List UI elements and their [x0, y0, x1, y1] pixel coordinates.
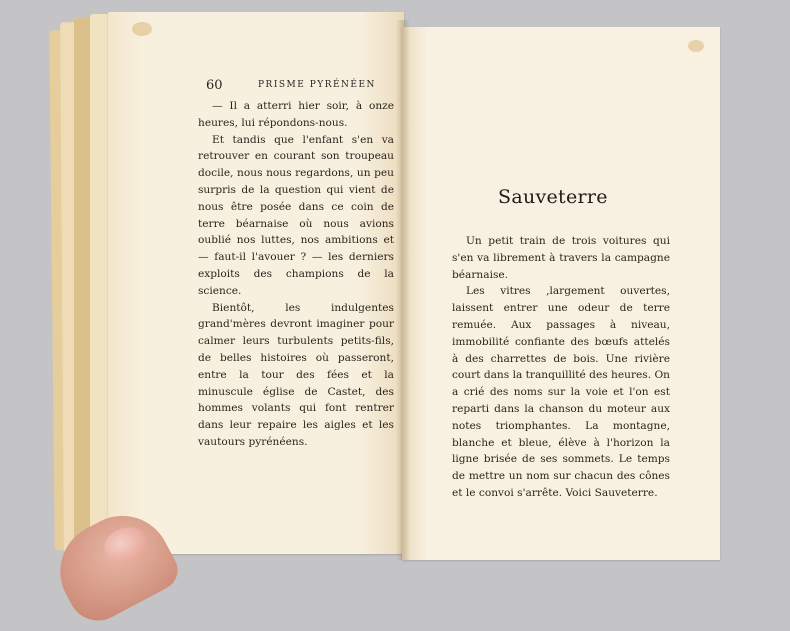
paragraph: — Il a atterri hier soir, à onze heures, lui répondons-nous. — [198, 100, 394, 129]
chapter-title: Sauveterre — [498, 186, 608, 208]
paragraph: Bientôt, les indulgentes grand'mères devront imaginer pour calmer leurs turbulents petits-fils, de belles histoires où passeront, entre la tour des fées et la minuscule église de Castet, des hommes volants qui font rentrer dans leur repaire les aigles et les vautours pyrénéens. — [198, 301, 394, 448]
foxing-stain — [688, 40, 704, 52]
running-head: PRISME PYRÉNÉEN — [258, 80, 376, 90]
paragraph: Un petit train de trois voitures qui s'en va librement à travers la campagne béarnaise. — [452, 235, 670, 281]
page-number: 60 — [206, 78, 223, 93]
paragraph: Les vitres ,largement ouvertes, laissent entrer une odeur de terre remuée. Aux passages à niveau, immobilité confiante des bœufs attelés à des charrettes de bois. Une rivière court dans la tranquillité des heures. On a crié des noms sur la voie et l'on est reparti dans la chanson du moteur aux notes triomphantes. La montagne, blanche et bleue, élève à l'horizon la ligne brisée de ses sommets. Le temps de mettre un nom sur chacun des cônes et le convoi s'arrête. Voici Sauveterre. — [452, 285, 670, 499]
foxing-stain — [132, 22, 152, 36]
paragraph: Et tandis que l'enfant s'en va retrouver en courant son troupeau docile, nous nous regardons, un peu surpris de la question qui vient de nous être posée dans ce coin de terre béarnaise où nous avions oublié nos luttes, nos ambitions et — faut-il l'avouer ? — les derniers exploits des champions de la science. — [198, 133, 394, 297]
right-page-text — [452, 233, 670, 502]
book-gutter — [396, 20, 410, 560]
left-page-text — [198, 98, 394, 451]
